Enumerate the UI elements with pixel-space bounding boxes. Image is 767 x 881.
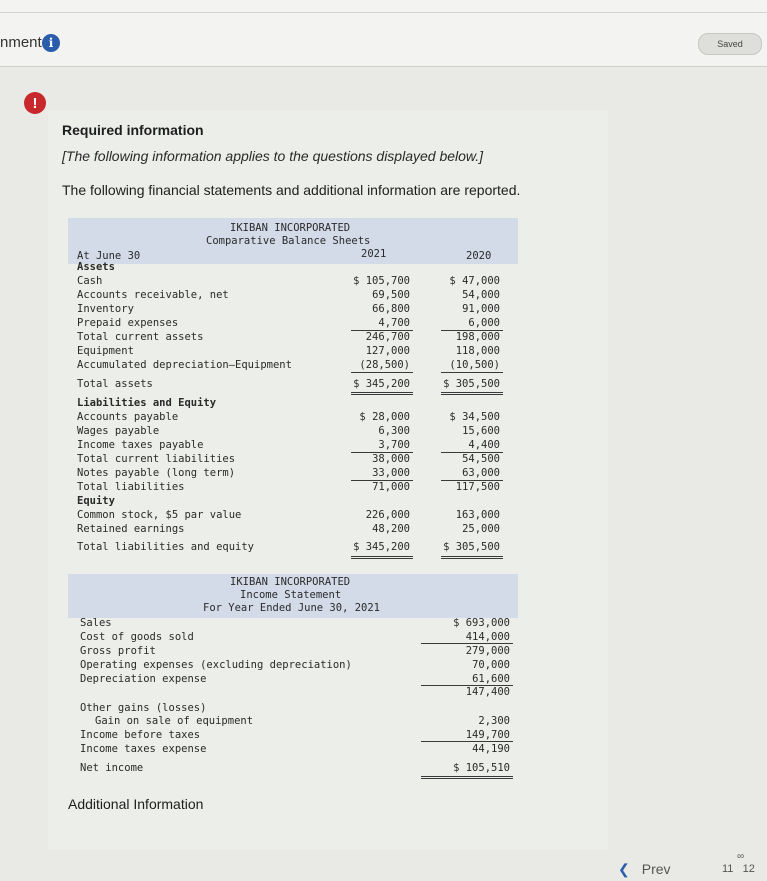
balance-sheet-company: IKIBAN INCORPORATED bbox=[230, 222, 351, 234]
balance-sheet-cell-c2: (10,500) bbox=[449, 359, 500, 371]
prev-button[interactable] bbox=[618, 861, 671, 878]
income-statement-title: Income Statement bbox=[240, 589, 342, 601]
balance-sheet-cell-c1: 4,700 bbox=[378, 317, 410, 329]
double-underline bbox=[441, 556, 503, 559]
balance-sheet-cell-c1: $ 345,200 bbox=[353, 378, 410, 390]
prev-label: Prev bbox=[641, 861, 671, 877]
underline bbox=[351, 372, 413, 373]
balance-sheet-cell-c1: 33,000 bbox=[372, 467, 410, 479]
underline bbox=[351, 452, 413, 453]
balance-sheet-cell-c2: 15,600 bbox=[462, 425, 500, 437]
income-statement-row-label: Income before taxes bbox=[80, 729, 201, 741]
balance-sheet-row-label: Cash bbox=[77, 275, 103, 287]
balance-sheet-cell-c2: 117,500 bbox=[455, 481, 500, 493]
assignment-breadcrumb[interactable]: nment bbox=[0, 34, 42, 51]
underline bbox=[421, 685, 513, 686]
income-statement-row-label: Net income bbox=[80, 762, 144, 774]
income-statement-value: 61,600 bbox=[472, 673, 510, 685]
page-indicator[interactable] bbox=[722, 863, 755, 875]
balance-sheet-cell-c1: 66,800 bbox=[372, 303, 410, 315]
balance-sheet-row-label: Total liabilities bbox=[77, 481, 185, 493]
balance-sheet-row-label: Assets bbox=[77, 261, 115, 273]
underline bbox=[441, 330, 503, 331]
balance-sheet-row-label: Inventory bbox=[77, 303, 134, 315]
underline bbox=[421, 741, 513, 742]
income-statement-value: 279,000 bbox=[465, 645, 510, 657]
balance-sheet-cell-c2: 198,000 bbox=[455, 331, 500, 343]
underline bbox=[441, 452, 503, 453]
balance-sheet-cell-c1: $ 345,200 bbox=[353, 541, 410, 553]
balance-sheet-title: Comparative Balance Sheets bbox=[206, 235, 371, 247]
required-info-note: [The following information applies to the questions displayed below.] bbox=[62, 148, 484, 164]
underline bbox=[351, 480, 413, 481]
balance-sheet-cell-c2: $ 305,500 bbox=[443, 541, 500, 553]
balance-sheet-cell-c1: 246,700 bbox=[365, 331, 410, 343]
balance-sheet-row-label: Total assets bbox=[77, 378, 153, 390]
income-statement-row-label: Gross profit bbox=[80, 645, 156, 657]
income-statement-value: 147,400 bbox=[465, 686, 510, 698]
balance-sheet-cell-c1: $ 28,000 bbox=[359, 411, 410, 423]
income-statement-value: $ 105,510 bbox=[453, 762, 510, 774]
intro-text: The following financial statements and additional information are reported. bbox=[62, 182, 521, 198]
saved-status-badge: Saved bbox=[698, 33, 762, 55]
income-statement-period: For Year Ended June 30, 2021 bbox=[203, 602, 381, 614]
balance-sheet-cell-c2: $ 47,000 bbox=[449, 275, 500, 287]
double-underline bbox=[421, 776, 513, 779]
page-current: 11 bbox=[722, 863, 734, 875]
balance-sheet-cell-c1: 226,000 bbox=[365, 509, 410, 521]
balance-sheet-row-label: Notes payable (long term) bbox=[77, 467, 236, 479]
chevron-left-icon: ❮ bbox=[618, 861, 630, 877]
balance-sheet-cell-c1: 38,000 bbox=[372, 453, 410, 465]
underline bbox=[421, 643, 513, 644]
balance-sheet-row-label: Accounts payable bbox=[77, 411, 179, 423]
balance-sheet-cell-c2: 54,500 bbox=[462, 453, 500, 465]
balance-sheet-row-label: Liabilities and Equity bbox=[77, 397, 217, 409]
balance-sheet-row-label: Accounts receivable, net bbox=[77, 289, 229, 301]
balance-sheet-row-label: Total liabilities and equity bbox=[77, 541, 255, 553]
balance-sheet-cell-c2: $ 34,500 bbox=[449, 411, 500, 423]
balance-sheet-cell-c1: 127,000 bbox=[365, 345, 410, 357]
balance-sheet-cell-c1: 6,300 bbox=[378, 425, 410, 437]
underline bbox=[441, 372, 503, 373]
double-underline bbox=[351, 556, 413, 559]
double-underline bbox=[351, 392, 413, 395]
balance-sheet-cell-c2: 118,000 bbox=[455, 345, 500, 357]
income-statement-company: IKIBAN INCORPORATED bbox=[230, 576, 351, 588]
income-statement-value: $ 693,000 bbox=[453, 617, 510, 629]
balance-sheet-col-2020: 2020 bbox=[466, 250, 492, 262]
income-statement-value: 2,300 bbox=[478, 715, 510, 727]
underline bbox=[441, 480, 503, 481]
balance-sheet-cell-c1: 3,700 bbox=[378, 439, 410, 451]
underline bbox=[351, 330, 413, 331]
additional-info-heading: Additional Information bbox=[68, 796, 204, 812]
balance-sheet-cell-c2: 6,000 bbox=[468, 317, 500, 329]
balance-sheet-cell-c1: 69,500 bbox=[372, 289, 410, 301]
income-statement-row-label: Sales bbox=[80, 617, 112, 629]
income-statement-row-label: Gain on sale of equipment bbox=[95, 715, 254, 727]
balance-sheet-row-label: Accumulated depreciation—Equipment bbox=[77, 359, 292, 371]
balance-sheet-row-label: Retained earnings bbox=[77, 523, 185, 535]
balance-sheet-cell-c1: 48,200 bbox=[372, 523, 410, 535]
balance-sheet-cell-c2: 163,000 bbox=[455, 509, 500, 521]
top-bar bbox=[0, 0, 767, 67]
balance-sheet-cell-c1: 71,000 bbox=[372, 481, 410, 493]
balance-sheet-row-label: Prepaid expenses bbox=[77, 317, 179, 329]
balance-sheet-cell-c2: 4,400 bbox=[468, 439, 500, 451]
page-next: 12 bbox=[742, 863, 755, 875]
balance-sheet-row-label: Equipment bbox=[77, 345, 134, 357]
required-info-title: Required information bbox=[62, 122, 204, 138]
income-statement-row-label: Income taxes expense bbox=[80, 743, 207, 755]
balance-sheet-row-label: Equity bbox=[77, 495, 115, 507]
income-statement-row-label: Other gains (losses) bbox=[80, 702, 207, 714]
balance-sheet-cell-c2: $ 305,500 bbox=[443, 378, 500, 390]
balance-sheet-col-2021: 2021 bbox=[361, 248, 387, 260]
balance-sheet-cell-c2: 91,000 bbox=[462, 303, 500, 315]
balance-sheet-cell-c1: $ 105,700 bbox=[353, 275, 410, 287]
balance-sheet-cell-c1: (28,500) bbox=[359, 359, 410, 371]
income-statement-value: 70,000 bbox=[472, 659, 510, 671]
balance-sheet-row-label: Common stock, $5 par value bbox=[77, 509, 242, 521]
link-icon: ∞ bbox=[737, 851, 745, 862]
income-statement-value: 149,700 bbox=[465, 729, 510, 741]
income-statement-value: 414,000 bbox=[465, 631, 510, 643]
balance-sheet-row-label: Total current assets bbox=[77, 331, 204, 343]
double-underline bbox=[441, 392, 503, 395]
income-statement-row-label: Depreciation expense bbox=[80, 673, 207, 685]
balance-sheet-cell-c2: 54,000 bbox=[462, 289, 500, 301]
income-statement-row-label: Operating expenses (excluding depreciation) bbox=[80, 659, 352, 671]
balance-sheet-date-label: At June 30 bbox=[77, 250, 141, 262]
balance-sheet-row-label: Wages payable bbox=[77, 425, 160, 437]
balance-sheet-cell-c2: 25,000 bbox=[462, 523, 500, 535]
balance-sheet-row-label: Total current liabilities bbox=[77, 453, 236, 465]
income-statement-row-label: Cost of goods sold bbox=[80, 631, 194, 643]
top-divider bbox=[0, 12, 767, 13]
alert-icon: ! bbox=[24, 92, 46, 114]
balance-sheet-cell-c2: 63,000 bbox=[462, 467, 500, 479]
info-icon[interactable]: i bbox=[42, 34, 60, 52]
income-statement-value: 44,190 bbox=[472, 743, 510, 755]
balance-sheet-row-label: Income taxes payable bbox=[77, 439, 204, 451]
